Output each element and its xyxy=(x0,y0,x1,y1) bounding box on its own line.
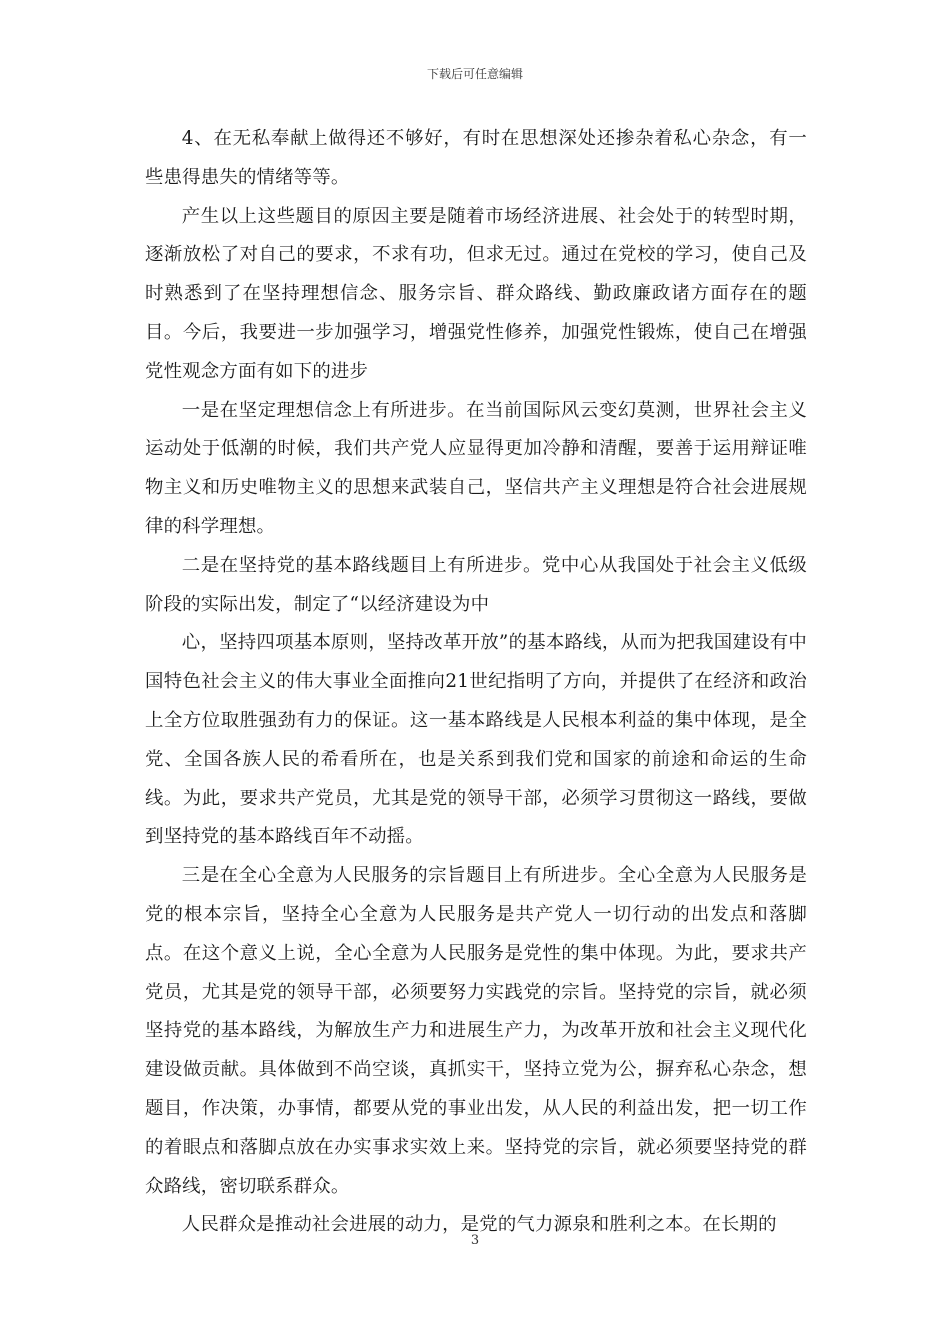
paragraph-6: 三是在全心全意为人民服务的宗旨题目上有所进步。全心全意为人民服务是党的根本宗旨，坚持全心全意为人民服务是共产党人一切行动的出发点和落脚点。在这个意义上说，全心全意为人民服务是党性的集中体现。为此，要求共产党员，尤其是党的领导干部，必须要努力实践党的宗旨。坚持党的宗旨，就必须坚持党的基本路线，为解放生产力和进展生产力，为改革开放和社会主义现代化建设做贡献。具体做到不尚空谈，真抓实干，坚持立党为公，摒弃私心杂念，想题目，作决策，办事情，都要从党的事业出发，从人民的利益出发，把一切工作的着眼点和落脚点放在办实事求实效上来。坚持党的宗旨，就必须要坚持党的群众路线，密切联系群众。 xyxy=(145,865,807,1197)
paragraph-7: 人民群众是推动社会进展的动力，是党的气力源泉和胜利之本。在长期的 xyxy=(181,1214,777,1236)
paragraph-1: 4、在无私奉献上做得还不够好，有时在思想深处还掺杂着私心杂念，有一些患得患失的情绪等等。 xyxy=(145,128,807,188)
paragraph-4: 二是在坚持党的基本路线题目上有所进步。党中心从我国处于社会主义低级阶段的实际出发，制定了“以经济建设为中 xyxy=(145,554,807,615)
paragraph-3: 一是在坚定理想信念上有所进步。在当前国际风云变幻莫测，世界社会主义运动处于低潮的时候，我们共产党人应显得更加冷静和清醒，要善于运用辩证唯物主义和历史唯物主义的思想来武装自己，坚信共产主义理想是符合社会进展规律的科学理想。 xyxy=(145,399,807,537)
document-body xyxy=(145,120,807,1245)
paragraph-5: 心，坚持四项基本原则，坚持改革开放”的基本路线，从而为把我国建设有中国特色社会主义的伟大事业全面推向21世纪指明了方向，并提供了在经济和政治上全方位取胜强劲有力的保证。这一基本路线是人民根本利益的集中体现，是全党、全国各族人民的希看所在，也是关系到我们党和国家的前途和命运的生命线。为此，要求共产党员，尤其是党的领导干部，必须学习贯彻这一路线，要做到坚持党的基本路线百年不动摇。 xyxy=(145,632,807,848)
page-header: 下载后可任意编辑 xyxy=(426,67,523,81)
page-number: 3 xyxy=(470,1233,480,1248)
paragraph-2: 产生以上这些题目的原因主要是随着市场经济进展、社会处于的转型时期，逐渐放松了对自己的要求，不求有功，但求无过。通过在党校的学习，使自己及时熟悉到了在坚持理想信念、服务宗旨、群众路线、勤政廉政诸方面存在的题目。今后，我要进一步加强学习，增强党性修养，加强党性锻炼，使自己在增强党性观念方面有如下的进步 xyxy=(145,205,807,382)
